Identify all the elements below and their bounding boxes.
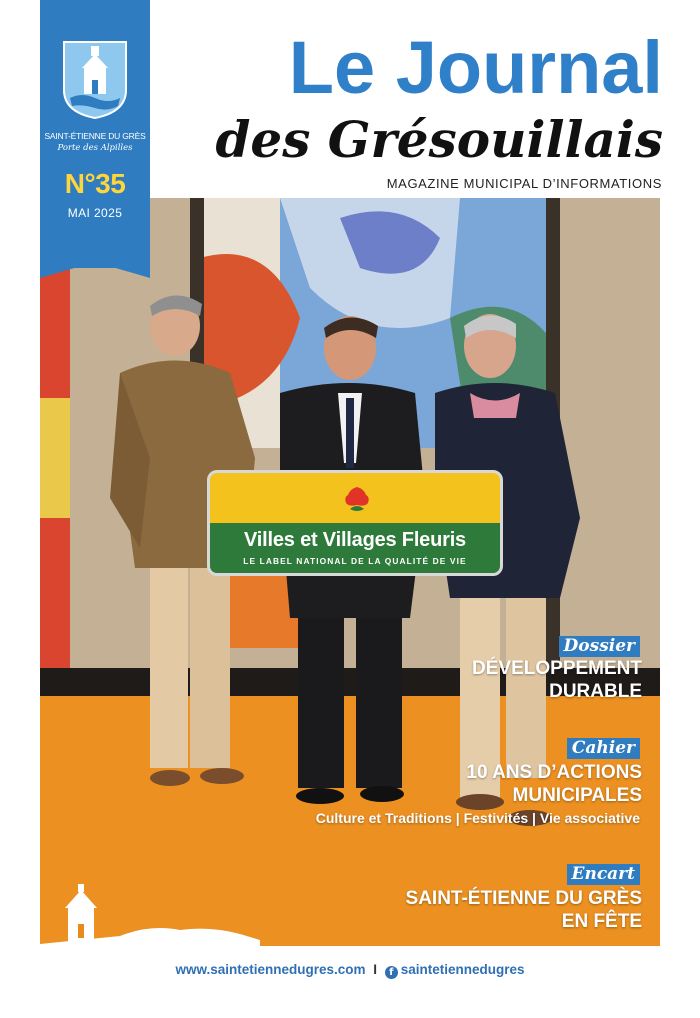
kicker-cahier: Cahier [567,738,640,759]
issue-banner-tail [40,262,150,278]
issue-number: N°35 [64,168,126,199]
town-motto: Porte des Alpilles [57,143,133,153]
headline-dossier-line2: DURABLE [549,681,642,702]
headline-cahier-line1: 10 ANS D’ACTIONS [466,762,642,783]
villes-villages-fleuris-sign [207,470,503,576]
footer-separator: I [373,962,378,977]
cahier-detail: Culture et Traditions | Festivités | Vie associative [315,810,640,826]
sign-title: Villes et Villages Fleuris [244,529,466,551]
magazine-tagline: MAGAZINE MUNICIPAL D’INFORMATIONS [386,176,662,191]
kicker-dossier: Dossier [559,636,640,657]
website-link[interactable]: www.saintetiennedugres.com [175,962,366,977]
flower-icon [340,483,374,517]
headline-encart-line2: EN FÊTE [561,911,642,932]
magazine-title: Le Journal [288,26,663,109]
headline-cahier-line2: MUNICIPALES [512,785,642,806]
facebook-icon: f [385,966,398,979]
footer-contact [0,962,700,979]
facebook-handle[interactable]: saintetiennedugres [400,962,525,977]
town-crest-icon [62,40,128,120]
town-name: SAINT-ÉTIENNE DU GRÈS [44,131,146,141]
kicker-encart: Encart [567,864,641,885]
chapel-icon [40,884,260,954]
magazine-subtitle: des Grésouillais [215,110,663,169]
headline-dossier-line1: DÉVELOPPEMENT [472,658,642,679]
sign-subtitle: LE LABEL NATIONAL DE LA QUALITÉ DE VIE [243,556,467,566]
headline-encart-line1: SAINT-ÉTIENNE DU GRÈS [405,888,642,909]
issue-date: MAI 2025 [67,206,123,220]
